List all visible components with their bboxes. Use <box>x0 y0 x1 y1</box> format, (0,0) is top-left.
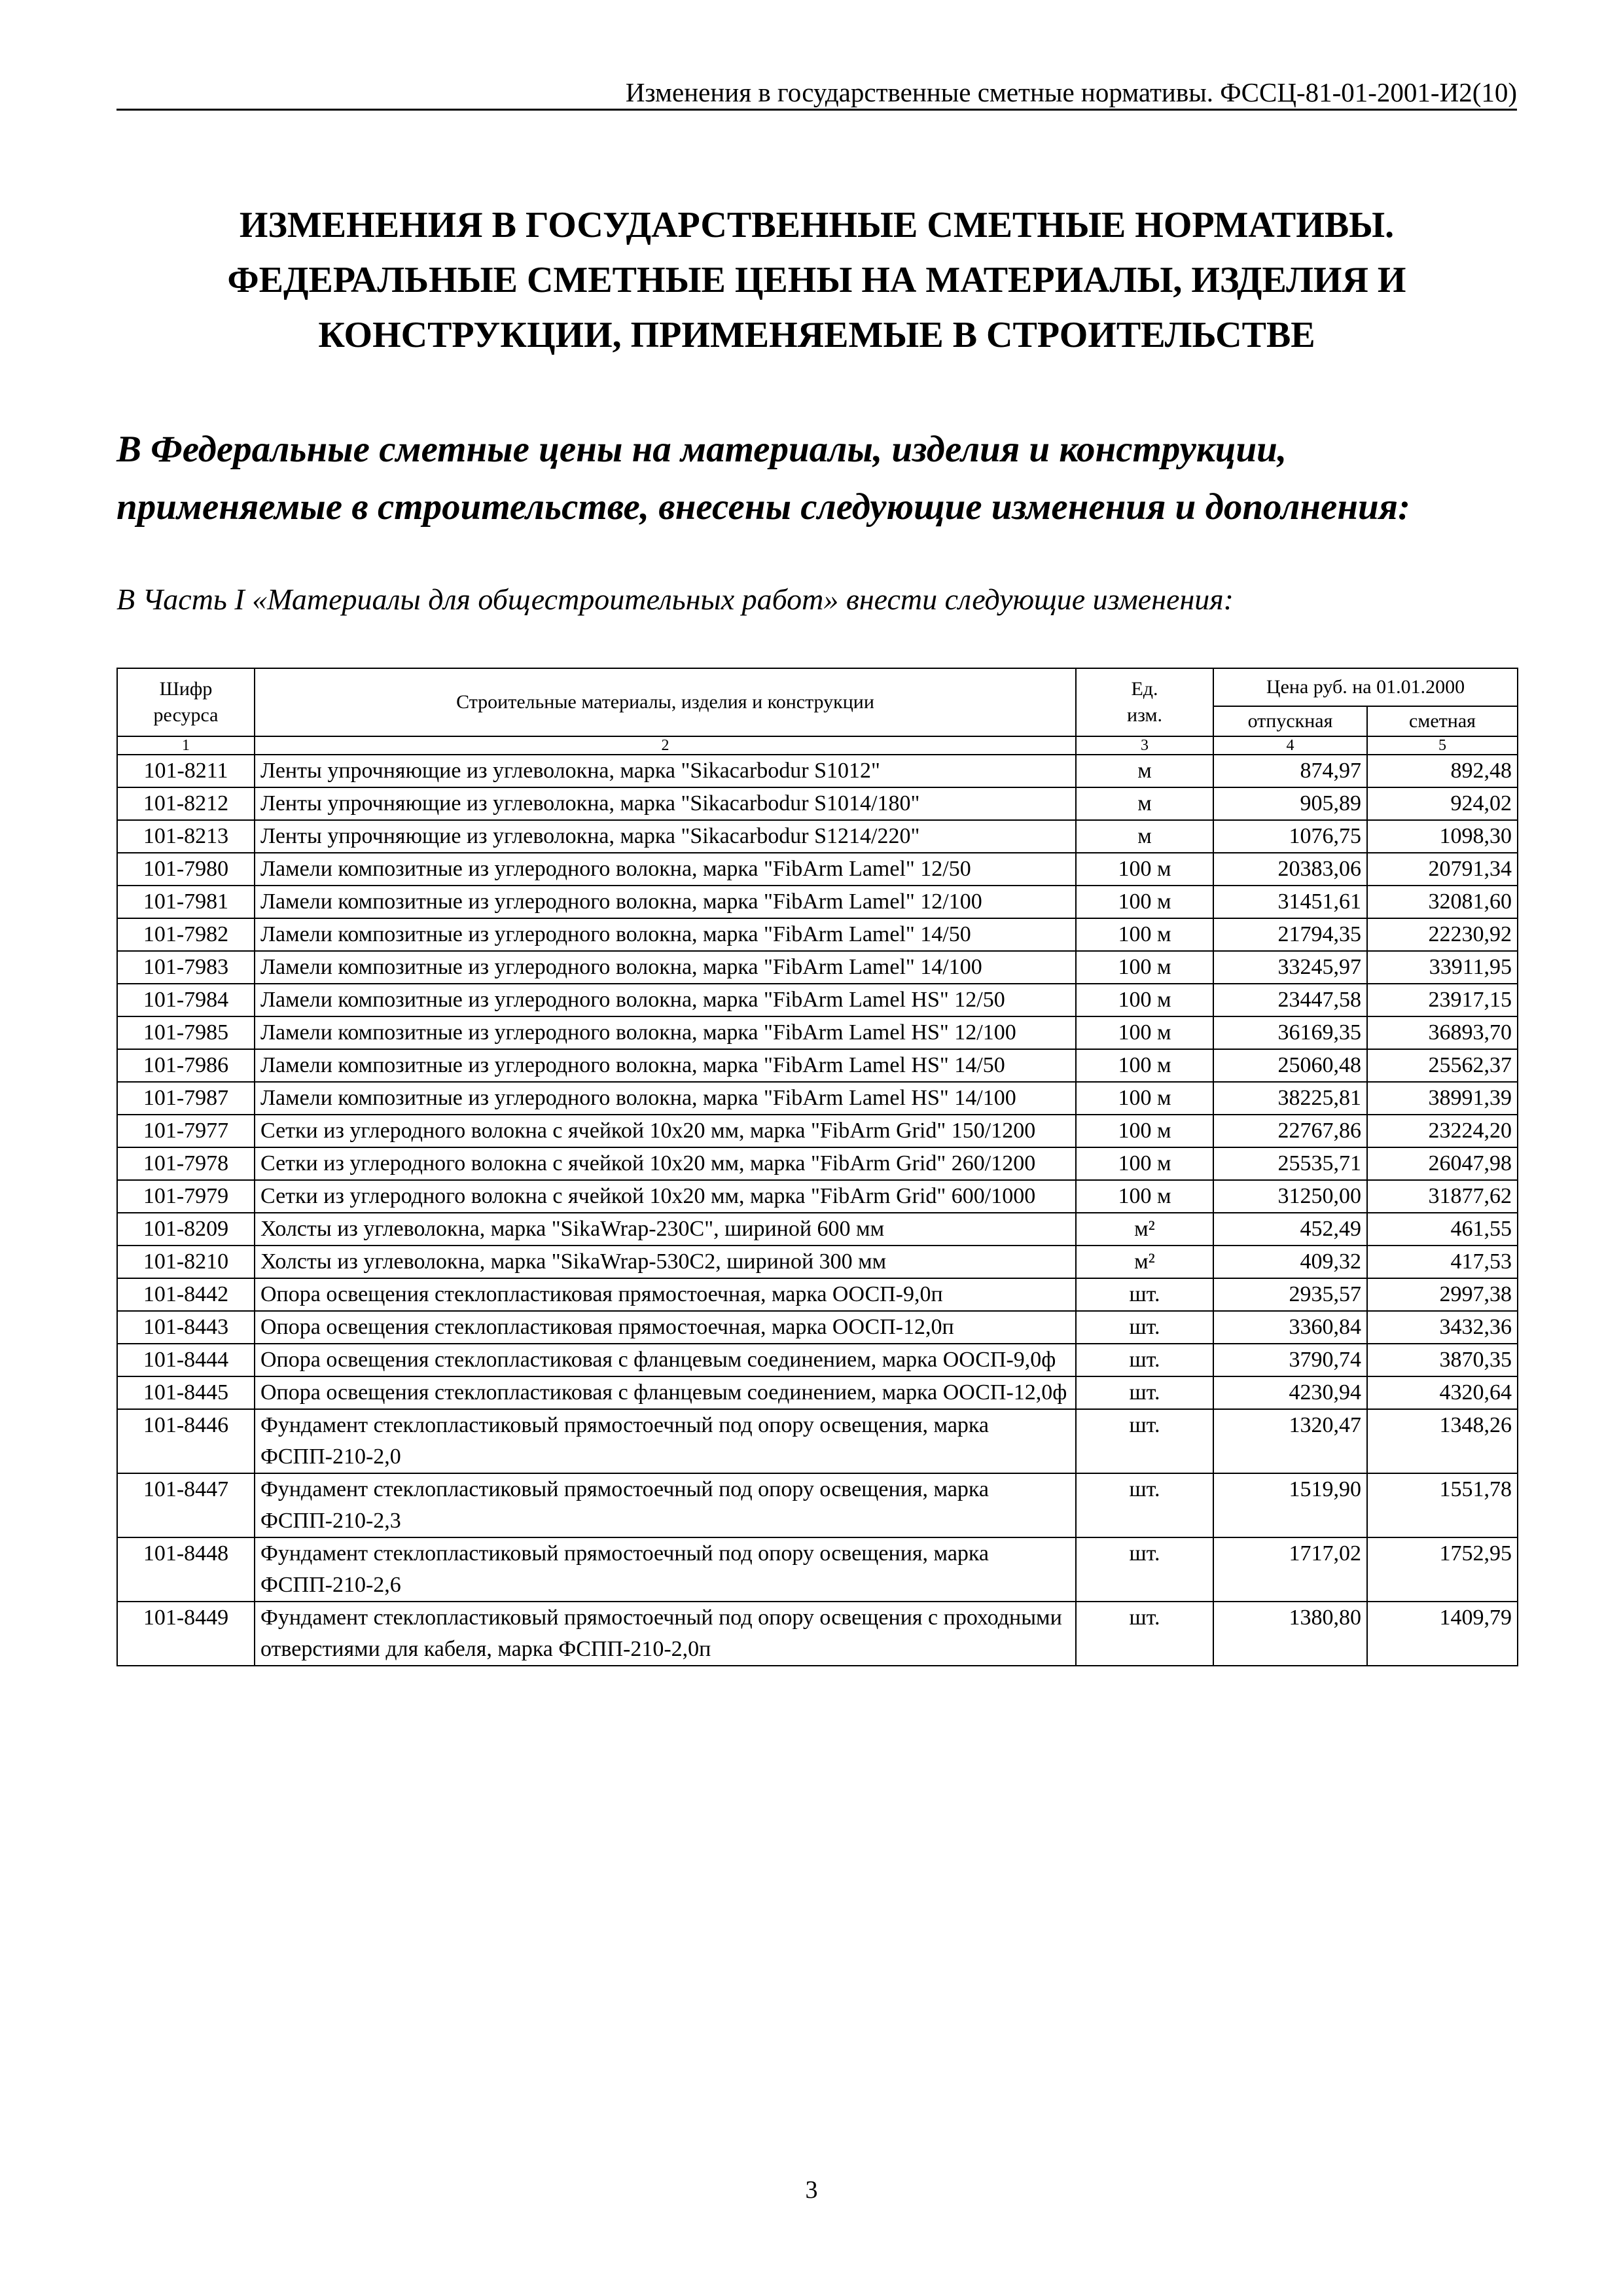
release-price-cell: 1076,75 <box>1213 820 1367 853</box>
estimate-price-cell: 32081,60 <box>1367 886 1518 918</box>
release-price-cell: 33245,97 <box>1213 951 1367 984</box>
title-line: ИЗМЕНЕНИЯ В ГОСУДАРСТВЕННЫЕ СМЕТНЫЕ НОРМАТИВЫ. <box>239 205 1395 245</box>
document-title <box>116 198 1517 363</box>
resource-code-cell: 101-7981 <box>117 886 255 918</box>
unit-cell: 100 м <box>1076 886 1213 918</box>
release-price-cell: 4230,94 <box>1213 1376 1367 1409</box>
release-price-cell: 452,49 <box>1213 1213 1367 1246</box>
material-name-cell: Ламели композитные из углеродного волокна, марка "FibArm Lamel HS" 12/100 <box>255 1016 1076 1049</box>
material-name-cell: Ламели композитные из углеродного волокна, марка "FibArm Lamel" 14/50 <box>255 918 1076 951</box>
unit-cell: шт. <box>1076 1344 1213 1376</box>
unit-cell: шт. <box>1076 1376 1213 1409</box>
table-row <box>117 1147 1518 1180</box>
release-price-cell: 25060,48 <box>1213 1049 1367 1082</box>
running-header: Изменения в государственные сметные нормативы. ФССЦ-81-01-2001-И2(10) <box>625 77 1517 107</box>
release-price-cell: 3790,74 <box>1213 1344 1367 1376</box>
table-row <box>117 820 1518 853</box>
table-row <box>117 1180 1518 1213</box>
table-row <box>117 1311 1518 1344</box>
estimate-price-cell: 924,02 <box>1367 787 1518 820</box>
resource-code-cell: 101-8448 <box>117 1537 255 1602</box>
release-price-cell: 1717,02 <box>1213 1537 1367 1602</box>
table-row <box>117 1602 1518 1666</box>
release-price-cell: 38225,81 <box>1213 1082 1367 1115</box>
header-price-estimate: сметная <box>1367 706 1518 736</box>
release-price-cell: 31250,00 <box>1213 1180 1367 1213</box>
unit-cell: м <box>1076 820 1213 853</box>
release-price-cell: 874,97 <box>1213 755 1367 787</box>
resource-code-cell: 101-8446 <box>117 1409 255 1473</box>
material-name-cell: Фундамент стеклопластиковый прямостоечный под опору освещения, марка ФСПП-210-2,0 <box>255 1409 1076 1473</box>
material-name-cell: Сетки из углеродного волокна с ячейкой 10х20 мм, марка "FibArm Grid" 600/1000 <box>255 1180 1076 1213</box>
resource-code-cell: 101-8442 <box>117 1278 255 1311</box>
unit-cell: 100 м <box>1076 1180 1213 1213</box>
resource-code-cell: 101-8213 <box>117 820 255 853</box>
unit-cell: 100 м <box>1076 951 1213 984</box>
estimate-price-cell: 23917,15 <box>1367 984 1518 1016</box>
price-table <box>116 668 1518 1666</box>
resource-code-cell: 101-8447 <box>117 1473 255 1537</box>
release-price-cell: 25535,71 <box>1213 1147 1367 1180</box>
unit-cell: 100 м <box>1076 853 1213 886</box>
material-name-cell: Опора освещения стеклопластиковая с фланцевым соединением, марка ООСП-9,0ф <box>255 1344 1076 1376</box>
estimate-price-cell: 417,53 <box>1367 1246 1518 1278</box>
estimate-price-cell: 31877,62 <box>1367 1180 1518 1213</box>
estimate-price-cell: 25562,37 <box>1367 1049 1518 1082</box>
unit-cell: шт. <box>1076 1278 1213 1311</box>
resource-code-cell: 101-8445 <box>117 1376 255 1409</box>
estimate-price-cell: 20791,34 <box>1367 853 1518 886</box>
material-name-cell: Ламели композитные из углеродного волокна, марка "FibArm Lamel HS" 14/50 <box>255 1049 1076 1082</box>
material-name-cell: Ламели композитные из углеродного волокна, марка "FibArm Lamel" 12/50 <box>255 853 1076 886</box>
estimate-price-cell: 38991,39 <box>1367 1082 1518 1115</box>
header-rule <box>116 109 1517 111</box>
intro-text: В Часть I «Материалы для общестроительных работ» внести следующие изменения: <box>116 583 1234 616</box>
resource-code-cell: 101-7979 <box>117 1180 255 1213</box>
estimate-price-cell: 3870,35 <box>1367 1344 1518 1376</box>
material-name-cell: Ленты упрочняющие из углеволокна, марка "Sikacarbodur S1014/180" <box>255 787 1076 820</box>
estimate-price-cell: 4320,64 <box>1367 1376 1518 1409</box>
resource-code-cell: 101-7987 <box>117 1082 255 1115</box>
resource-code-cell: 101-7985 <box>117 1016 255 1049</box>
release-price-cell: 1380,80 <box>1213 1602 1367 1666</box>
material-name-cell: Сетки из углеродного волокна с ячейкой 10х20 мм, марка "FibArm Grid" 150/1200 <box>255 1115 1076 1147</box>
estimate-price-cell: 1409,79 <box>1367 1602 1518 1666</box>
table-row <box>117 1246 1518 1278</box>
release-price-cell: 1320,47 <box>1213 1409 1367 1473</box>
unit-cell: 100 м <box>1076 1147 1213 1180</box>
table-row <box>117 1537 1518 1602</box>
lead-line: В Федеральные сметные цены на материалы, изделия и конструкции, <box>116 429 1287 470</box>
table-row <box>117 1049 1518 1082</box>
release-price-cell: 2935,57 <box>1213 1278 1367 1311</box>
header-unit <box>1076 668 1213 736</box>
estimate-price-cell: 26047,98 <box>1367 1147 1518 1180</box>
header-code-line: Шифр <box>159 678 213 700</box>
table-row <box>117 984 1518 1016</box>
material-name-cell: Опора освещения стеклопластиковая прямостоечная, марка ООСП-9,0п <box>255 1278 1076 1311</box>
material-name-cell: Фундамент стеклопластиковый прямостоечный под опору освещения, марка ФСПП-210-2,3 <box>255 1473 1076 1537</box>
table-row <box>117 1278 1518 1311</box>
table-row <box>117 1213 1518 1246</box>
title-line: ФЕДЕРАЛЬНЫЕ СМЕТНЫЕ ЦЕНЫ НА МАТЕРИАЛЫ, ИЗДЕЛИЯ И <box>227 260 1406 300</box>
resource-code-cell: 101-7977 <box>117 1115 255 1147</box>
table-row <box>117 1082 1518 1115</box>
material-name-cell: Ленты упрочняющие из углеволокна, марка "Sikacarbodur S1214/220" <box>255 820 1076 853</box>
estimate-price-cell: 892,48 <box>1367 755 1518 787</box>
header-code-line: ресурса <box>153 704 219 726</box>
estimate-price-cell: 33911,95 <box>1367 951 1518 984</box>
material-name-cell: Ленты упрочняющие из углеволокна, марка "Sikacarbodur S1012" <box>255 755 1076 787</box>
table-row <box>117 918 1518 951</box>
release-price-cell: 36169,35 <box>1213 1016 1367 1049</box>
table-row <box>117 1473 1518 1537</box>
column-number: 2 <box>255 736 1076 755</box>
table-row <box>117 1344 1518 1376</box>
table-row <box>117 1409 1518 1473</box>
release-price-cell: 905,89 <box>1213 787 1367 820</box>
column-numbers-row <box>117 736 1518 755</box>
unit-cell: шт. <box>1076 1409 1213 1473</box>
column-number: 4 <box>1213 736 1367 755</box>
resource-code-cell: 101-7984 <box>117 984 255 1016</box>
resource-code-cell: 101-8449 <box>117 1602 255 1666</box>
material-name-cell: Сетки из углеродного волокна с ячейкой 10х20 мм, марка "FibArm Grid" 260/1200 <box>255 1147 1076 1180</box>
release-price-cell: 23447,58 <box>1213 984 1367 1016</box>
unit-cell: 100 м <box>1076 1016 1213 1049</box>
resource-code-cell: 101-8443 <box>117 1311 255 1344</box>
header-name: Строительные материалы, изделия и конструкции <box>255 668 1076 736</box>
estimate-price-cell: 2997,38 <box>1367 1278 1518 1311</box>
unit-cell: 100 м <box>1076 1082 1213 1115</box>
unit-cell: шт. <box>1076 1473 1213 1537</box>
table-row <box>117 1016 1518 1049</box>
material-name-cell: Фундамент стеклопластиковый прямостоечный под опору освещения с проходными отверстиями для кабеля, марка ФСПП-210-2,0п <box>255 1602 1076 1666</box>
estimate-price-cell: 461,55 <box>1367 1213 1518 1246</box>
resource-code-cell: 101-7978 <box>117 1147 255 1180</box>
resource-code-cell: 101-7986 <box>117 1049 255 1082</box>
estimate-price-cell: 1098,30 <box>1367 820 1518 853</box>
column-number: 5 <box>1367 736 1518 755</box>
material-name-cell: Ламели композитные из углеродного волокна, марка "FibArm Lamel HS" 12/50 <box>255 984 1076 1016</box>
resource-code-cell: 101-7982 <box>117 918 255 951</box>
lead-line: применяемые в строительстве, внесены следующие изменения и дополнения: <box>116 486 1411 528</box>
column-number: 1 <box>117 736 255 755</box>
table-row <box>117 1376 1518 1409</box>
resource-code-cell: 101-7983 <box>117 951 255 984</box>
column-number: 3 <box>1076 736 1213 755</box>
unit-cell: шт. <box>1076 1311 1213 1344</box>
unit-cell: шт. <box>1076 1602 1213 1666</box>
resource-code-cell: 101-8209 <box>117 1213 255 1246</box>
table-row <box>117 886 1518 918</box>
header-price-release: отпускная <box>1213 706 1367 736</box>
header-price-group: Цена руб. на 01.01.2000 <box>1213 668 1518 706</box>
material-name-cell: Фундамент стеклопластиковый прямостоечный под опору освещения, марка ФСПП-210-2,6 <box>255 1537 1076 1602</box>
resource-code-cell: 101-8444 <box>117 1344 255 1376</box>
material-name-cell: Опора освещения стеклопластиковая прямостоечная, марка ООСП-12,0п <box>255 1311 1076 1344</box>
resource-code-cell: 101-8210 <box>117 1246 255 1278</box>
table-row <box>117 853 1518 886</box>
unit-cell: 100 м <box>1076 1115 1213 1147</box>
unit-cell: 100 м <box>1076 984 1213 1016</box>
unit-cell: 100 м <box>1076 918 1213 951</box>
release-price-cell: 1519,90 <box>1213 1473 1367 1537</box>
lead-paragraph <box>116 421 1517 536</box>
release-price-cell: 3360,84 <box>1213 1311 1367 1344</box>
header-unit-line: изм. <box>1127 704 1162 726</box>
unit-cell: 100 м <box>1076 1049 1213 1082</box>
estimate-price-cell: 1752,95 <box>1367 1537 1518 1602</box>
estimate-price-cell: 1348,26 <box>1367 1409 1518 1473</box>
estimate-price-cell: 22230,92 <box>1367 918 1518 951</box>
material-name-cell: Ламели композитные из углеродного волокна, марка "FibArm Lamel HS" 14/100 <box>255 1082 1076 1115</box>
header-code <box>117 668 255 736</box>
title-line: КОНСТРУКЦИИ, ПРИМЕНЯЕМЫЕ В СТРОИТЕЛЬСТВЕ <box>318 315 1315 355</box>
unit-cell: м <box>1076 787 1213 820</box>
release-price-cell: 21794,35 <box>1213 918 1367 951</box>
unit-cell: шт. <box>1076 1537 1213 1602</box>
release-price-cell: 409,32 <box>1213 1246 1367 1278</box>
release-price-cell: 22767,86 <box>1213 1115 1367 1147</box>
estimate-price-cell: 36893,70 <box>1367 1016 1518 1049</box>
material-name-cell: Ламели композитные из углеродного волокна, марка "FibArm Lamel" 14/100 <box>255 951 1076 984</box>
release-price-cell: 31451,61 <box>1213 886 1367 918</box>
resource-code-cell: 101-7980 <box>117 853 255 886</box>
material-name-cell: Ламели композитные из углеродного волокна, марка "FibArm Lamel" 12/100 <box>255 886 1076 918</box>
resource-code-cell: 101-8212 <box>117 787 255 820</box>
unit-cell: м² <box>1076 1246 1213 1278</box>
table-row <box>117 1115 1518 1147</box>
resource-code-cell: 101-8211 <box>117 755 255 787</box>
table-row <box>117 755 1518 787</box>
estimate-price-cell: 3432,36 <box>1367 1311 1518 1344</box>
unit-cell: м <box>1076 755 1213 787</box>
release-price-cell: 20383,06 <box>1213 853 1367 886</box>
page-number: 3 <box>805 2176 818 2204</box>
table-row <box>117 951 1518 984</box>
table-row <box>117 787 1518 820</box>
estimate-price-cell: 23224,20 <box>1367 1115 1518 1147</box>
material-name-cell: Холсты из углеволокна, марка "SikaWrap-230C", шириной 600 мм <box>255 1213 1076 1246</box>
header-unit-line: Ед. <box>1131 678 1158 700</box>
unit-cell: м² <box>1076 1213 1213 1246</box>
material-name-cell: Опора освещения стеклопластиковая с фланцевым соединением, марка ООСП-12,0ф <box>255 1376 1076 1409</box>
estimate-price-cell: 1551,78 <box>1367 1473 1518 1537</box>
material-name-cell: Холсты из углеволокна, марка "SikaWrap-530C2, шириной 300 мм <box>255 1246 1076 1278</box>
